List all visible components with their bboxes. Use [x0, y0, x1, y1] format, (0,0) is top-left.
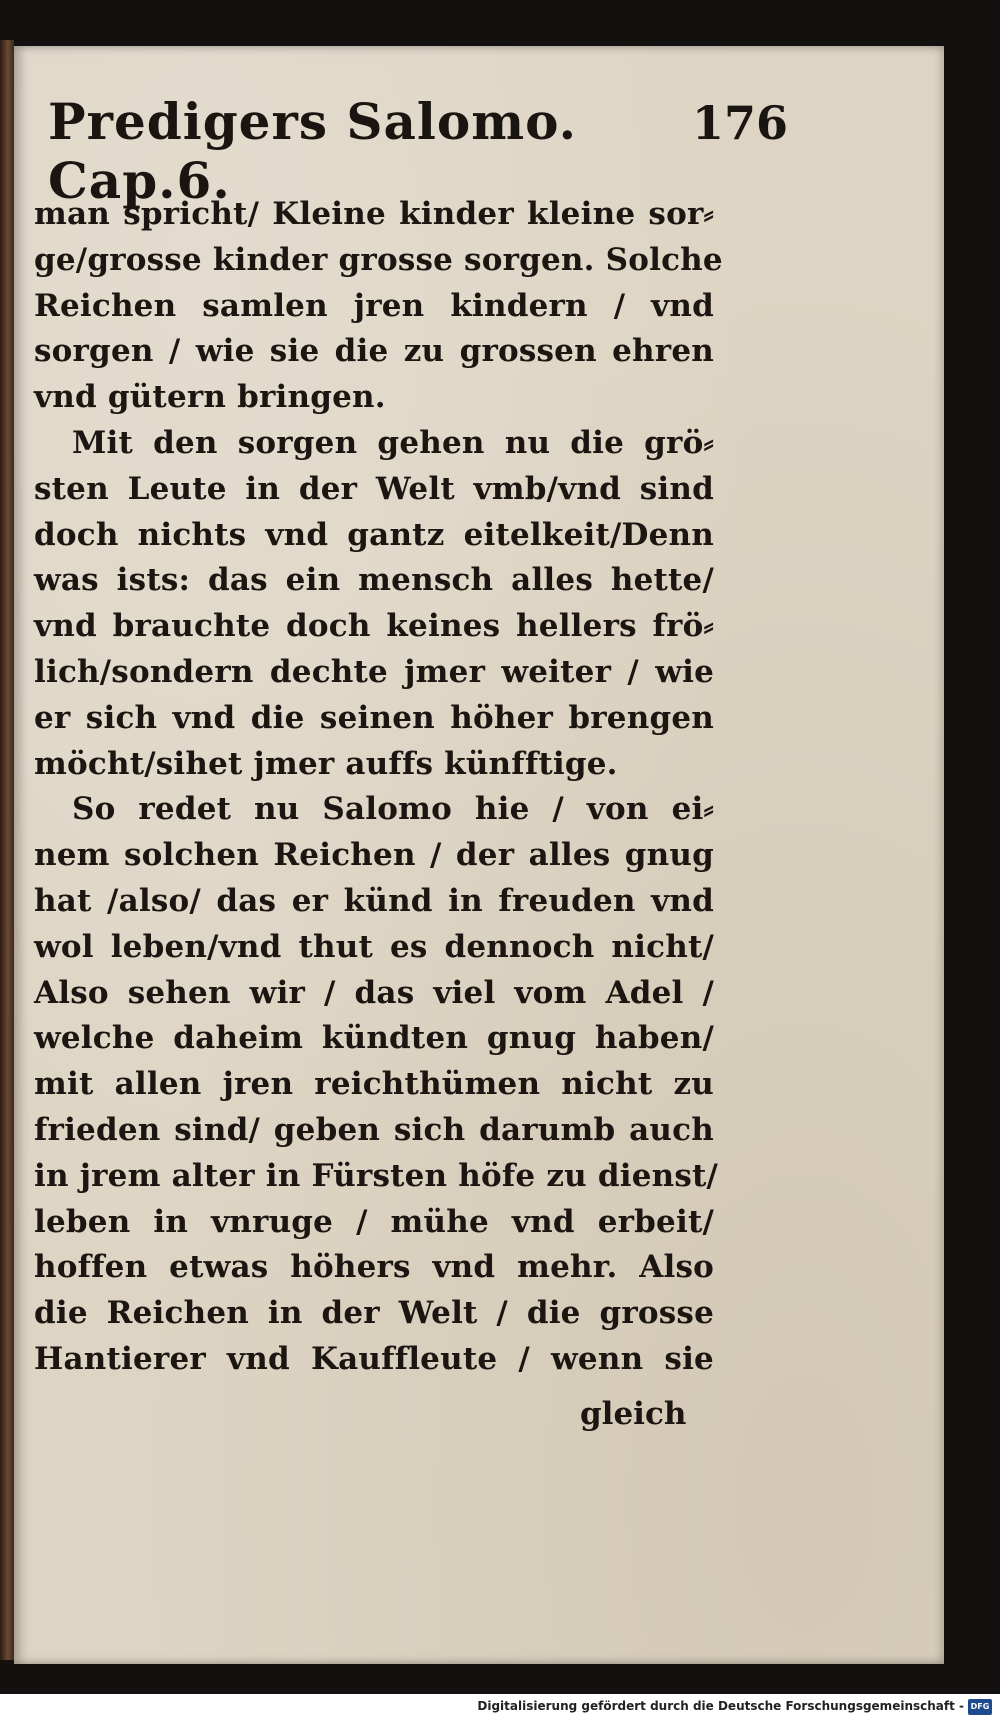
- text-line: lich/sondern dechte jmer weiter / wie: [34, 653, 714, 690]
- text-line: leben in vnruge / mühe vnd erbeit/: [34, 1203, 714, 1240]
- text-line: was ists: das ein mensch alles hette/: [34, 562, 714, 599]
- text-line: die Reichen in der Welt / die grosse: [34, 1295, 714, 1332]
- text-line: welche daheim kündten gnug haben/: [34, 1020, 714, 1057]
- text-line: vnd gütern bringen.: [34, 379, 386, 416]
- text-line: hoffen etwas höhers vnd mehr. Also: [34, 1249, 714, 1286]
- text-line: vnd brauchte doch keines hellers frö⸗: [34, 608, 714, 645]
- footer-bar: [0, 1694, 1000, 1724]
- text-line: frieden sind/ geben sich darumb auch: [34, 1111, 714, 1148]
- body-text: [34, 192, 723, 1383]
- text-line: sorgen / wie sie die zu grossen ehren: [34, 333, 714, 370]
- text-line: hat /also/ das er künd in freuden vnd: [34, 882, 714, 919]
- text-line: möcht/sihet jmer auffs künfftige.: [34, 745, 618, 782]
- text-line: Reichen samlen jren kindern / vnd: [34, 287, 714, 324]
- text-line: So redet nu Salomo hie / von ei⸗: [72, 791, 714, 828]
- text-line: Hantierer vnd Kauffleute / wenn sie: [34, 1340, 714, 1377]
- text-line: Mit den sorgen gehen nu die grö⸗: [72, 424, 714, 461]
- text-line: Also sehen wir / das viel vom Adel /: [34, 974, 714, 1011]
- text-line: mit allen jren reichthümen nicht zu: [34, 1066, 714, 1103]
- book-spine-edge: [0, 40, 14, 1660]
- text-line: man spricht/ Kleine kinder kleine sor⸗: [34, 196, 714, 232]
- text-line: er sich vnd die seinen höher brengen: [34, 699, 714, 736]
- text-line: wol leben/vnd thut es dennoch nicht/: [34, 928, 714, 965]
- dfg-logo: DFG: [968, 1699, 992, 1715]
- page-number: 176: [691, 96, 788, 150]
- running-title: Predigers Salomo. Cap.6.: [48, 92, 578, 210]
- text-line: doch nichts vnd gantz eitelkeit/Denn: [34, 516, 714, 553]
- catchword: gleich: [580, 1396, 687, 1432]
- text-line: nem solchen Reichen / der alles gnug: [34, 837, 714, 874]
- text-line: sten Leute in der Welt vmb/vnd sind: [34, 470, 714, 507]
- text-line: ge/grosse kinder grosse sorgen. Solche: [34, 241, 723, 278]
- funding-credit: Digitalisierung gefördert durch die Deutsche Forschungsgemeinschaft -: [477, 1699, 964, 1713]
- text-line: in jrem alter in Fürsten höfe zu dienst/: [34, 1157, 719, 1194]
